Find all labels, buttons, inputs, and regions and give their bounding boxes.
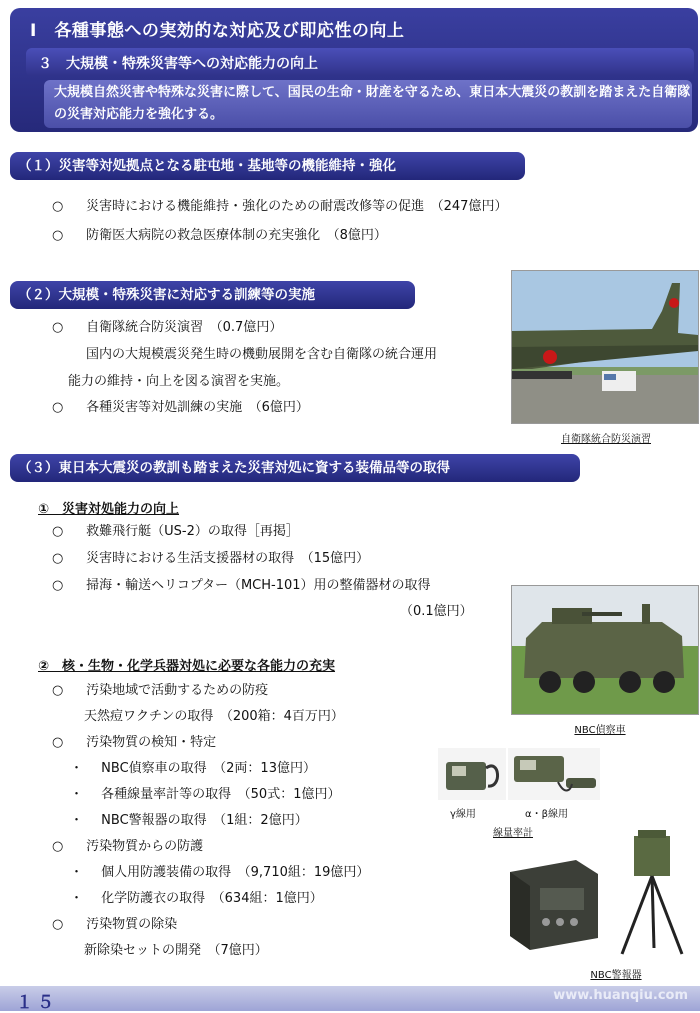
sub2-item-3-sub-1 xyxy=(70,863,369,883)
bullet-circle: ○ xyxy=(52,917,64,932)
nbc-vehicle-photo xyxy=(511,585,699,715)
sec1-item-1 xyxy=(52,197,507,217)
sec1-item-2 xyxy=(52,226,387,246)
sub2-item-3-text: 汚染物質からの防護 xyxy=(86,839,204,854)
sub1-item-1-text: 救難飛行艇（US-2）の取得［再掲］ xyxy=(86,524,299,539)
sub2-item-3 xyxy=(52,837,203,857)
bullet-circle: ○ xyxy=(52,683,64,698)
sub2-item-2 xyxy=(52,733,216,753)
nbc-alarm-caption: NBC警報器 xyxy=(590,970,642,981)
sec2-item-2-text: 各種災害等対処訓練の実施 （6億円） xyxy=(86,400,309,415)
alpha-beta-caption: α・β線用 xyxy=(525,809,568,820)
sub1-heading: ① 災害対処能力の向上 xyxy=(38,502,180,517)
sub1-item-2 xyxy=(52,549,369,569)
sub2-item-2-sub-2 xyxy=(70,785,340,805)
sub2-item-4-text: 汚染物質の除染 xyxy=(86,917,178,932)
page-number: １５ xyxy=(16,993,58,1013)
dot-bullet: ・ xyxy=(70,761,84,776)
sub2-item-2-sub-1-text: NBC偵察車の取得 （2両：13億円） xyxy=(101,761,316,776)
sub2-item-1 xyxy=(52,681,268,701)
sec1-item-1-text: 災害時における機能維持・強化のための耐震改修等の促進 （247億円） xyxy=(86,199,508,214)
nbc-alarm-tripod-photo xyxy=(608,826,696,958)
bullet-circle: ○ xyxy=(52,735,64,750)
sec1-item-2-text: 防衛医大病院の救急医療体制の充実強化 （8億円） xyxy=(86,228,387,243)
header-description: 大規模自然災害や特殊な災害に際して、国民の生命・財産を守るため、東日本大震災の教訓を踏まえた自衛隊の災害対応能力を強化する。 xyxy=(54,85,691,122)
dot-bullet: ・ xyxy=(70,813,84,828)
nbc-vehicle-caption: NBC偵察車 xyxy=(574,725,626,736)
sub1-item-3 xyxy=(52,576,431,596)
dot-bullet: ・ xyxy=(70,891,84,906)
sub2-item-1-text: 汚染地域で活動するための防疫 xyxy=(86,683,269,698)
bullet-circle: ○ xyxy=(52,578,64,593)
bullet-circle: ○ xyxy=(52,400,64,415)
dot-bullet: ・ xyxy=(70,865,84,880)
aircraft-photo xyxy=(511,270,699,424)
dot-bullet: ・ xyxy=(70,787,84,802)
dosimeter-caption: 線量率計 xyxy=(493,828,533,839)
sub2-item-4 xyxy=(52,915,177,935)
alpha-beta-dosimeter-photo xyxy=(508,748,600,800)
gamma-caption: γ線用 xyxy=(450,809,476,820)
sec2-item-2 xyxy=(52,398,309,418)
aircraft-caption: 自衛隊統合防災演習 xyxy=(561,434,651,445)
sub2-item-2-sub-1 xyxy=(70,759,316,779)
section-3-title: （３）東日本大震災の教訓も踏まえた災害対処に資する装備品等の取得 xyxy=(10,454,580,482)
bullet-circle: ○ xyxy=(52,839,64,854)
sub1-amount: （0.1億円） xyxy=(400,604,473,619)
bullet-circle: ○ xyxy=(52,320,64,335)
section-1-title: （１）災害等対処拠点となる駐屯地・基地等の機能維持・強化 xyxy=(10,152,525,180)
sub2-item-2-sub-3 xyxy=(70,811,308,831)
sec2-item-1-text: 自衛隊統合防災演習 （0.7億円） xyxy=(86,320,283,335)
bullet-circle: ○ xyxy=(52,551,64,566)
bullet-circle: ○ xyxy=(52,228,64,243)
sub2-item-3-sub-2 xyxy=(70,889,323,909)
header-title: Ⅰ 各種事態への実効的な対応及び即応性の向上 xyxy=(30,21,405,41)
sub2-item-3-sub-1-text: 個人用防護装備の取得 （9,710組：19億円） xyxy=(101,865,370,880)
sub1-item-2-text: 災害時における生活支援器材の取得 （15億円） xyxy=(86,551,370,566)
gamma-dosimeter-photo xyxy=(438,748,506,800)
sub1-item-3-text: 掃海・輸送ヘリコプター（MCH-101）用の整備器材の取得 xyxy=(86,578,431,593)
sub2-heading: ② 核・生物・化学兵器対処に必要な各能力の充実 xyxy=(38,659,336,674)
sub2-item-2-sub-3-text: NBC警報器の取得 （1組：2億円） xyxy=(101,813,308,828)
sub2-item-2-text: 汚染物質の検知・特定 xyxy=(86,735,217,750)
sec2-item-1 xyxy=(52,318,282,338)
sub2-item-2-sub-2-text: 各種線量率計等の取得 （50式：1億円） xyxy=(101,787,341,802)
sub2-item-4-sub: 新除染セットの開発 （7億円） xyxy=(84,943,268,958)
watermark: www.huanqiu.com xyxy=(553,988,688,1003)
nbc-alarm-box-photo xyxy=(500,852,604,956)
sec2-item-1-desc-2: 能力の維持・向上を図る演習を実施。 xyxy=(68,374,290,389)
header-subtitle: ３ 大規模・特殊災害等への対応能力の向上 xyxy=(38,56,318,72)
section-2-title: （２）大規模・特殊災害に対応する訓練等の実施 xyxy=(10,281,415,309)
bullet-circle: ○ xyxy=(52,524,64,539)
sub2-item-1-sub: 天然痘ワクチンの取得 （200箱：4百万円） xyxy=(84,709,344,724)
sub1-item-1 xyxy=(52,522,299,542)
bullet-circle: ○ xyxy=(52,199,64,214)
sub2-item-3-sub-2-text: 化学防護衣の取得 （634組：1億円） xyxy=(101,891,323,906)
sec2-item-1-desc-1: 国内の大規模震災発生時の機動展開を含む自衛隊の統合運用 xyxy=(86,347,438,362)
